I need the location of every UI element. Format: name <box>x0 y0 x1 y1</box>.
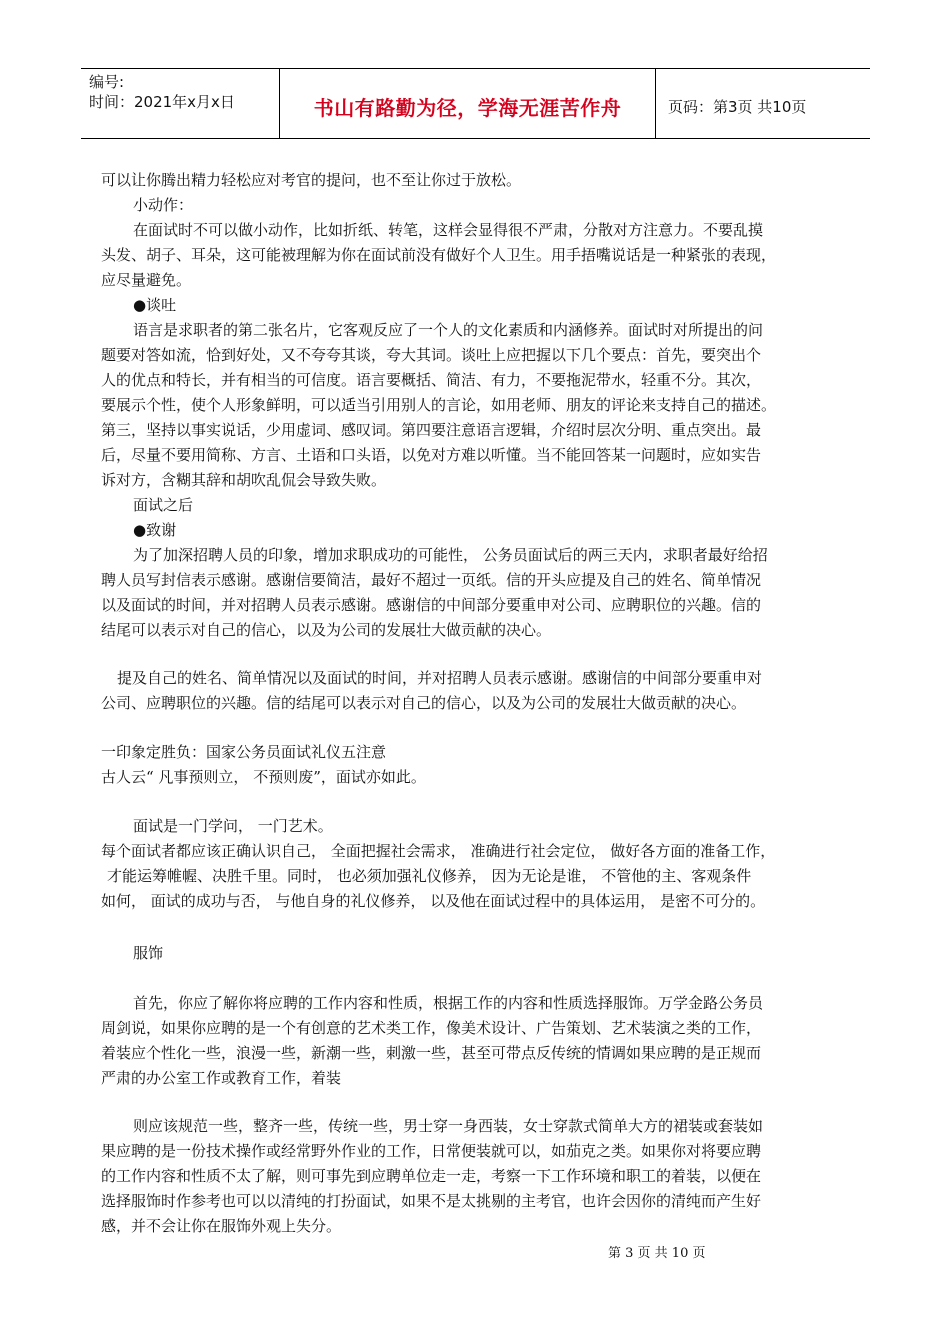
body-line: 在面试时不可以做小动作，比如折纸、转笔，这样会显得很不严肃，分散对方注意力。不要乱摸 <box>133 221 764 239</box>
body-line: 如何， 面试的成功与否， 与他自身的礼仪修养， 以及他在面试过程中的具体运用， 是密不可分的。 <box>101 892 766 910</box>
page-footer: 第 3 页 共 10 页 <box>608 1246 706 1261</box>
body-line: 结尾可以表示对自己的信心，以及为公司的发展壮大做贡献的决心。 <box>101 621 552 639</box>
body-line: 严肃的办公室工作或教育工作，着装 <box>101 1069 342 1087</box>
body-line: 提及自己的姓名、简单情况以及面试的时间，并对招聘人员表示感谢。感谢信的中间部分要重申对 <box>117 669 763 687</box>
body-line: 应尽量避免。 <box>101 271 192 289</box>
body-line: 古人云“ 凡事预则立， 不预则废”，面试亦如此。 <box>101 768 426 786</box>
header-motto-cell <box>280 69 656 138</box>
body-line: 人的优点和特长，并有相当的可信度。语言要概括、简洁、有力，不要拖泥带水，轻重不分。其次， <box>101 371 762 389</box>
body-line: 第三，坚持以事实说话，少用虚词、感叹词。第四要注意语言逻辑，介绍时层次分明、重点突出。最 <box>101 421 762 439</box>
subheading-speech: ●谈吐 <box>133 296 177 314</box>
body-line: 周剑说，如果你应聘的是一个有创意的艺术类工作，像美术设计、广告策划、艺术装演之类的工作， <box>101 1019 762 1037</box>
page-info: 页码：第3页 共10页 <box>668 98 807 116</box>
body-line: 诉对方，含糊其辞和胡吹乱侃会导致失败。 <box>101 471 387 489</box>
body-line: 每个面试者都应该正确认识自己， 全面把握社会需求， 准确进行社会定位， 做好各方面的准备工作， <box>101 842 776 860</box>
page-header <box>81 68 870 139</box>
subheading-after-interview: 面试之后 <box>133 496 194 514</box>
body-line: 首先，你应了解你将应聘的工作内容和性质，根据工作的内容和性质选择服饰。万学金路公务员 <box>133 994 764 1012</box>
section-title: 一印象定胜负：国家公务员面试礼仪五注意 <box>101 743 387 761</box>
body-line: 为了加深招聘人员的印象，增加求职成功的可能性， 公务员面试后的两三天内，求职者最好给招 <box>133 546 768 564</box>
body-line: 后，尽量不要用简称、方言、土语和口头语，以免对方难以听懂。当不能回答某一问题时，应如实告 <box>101 446 762 464</box>
body-line: 则应该规范一些，整齐一些，传统一些，男士穿一身西装，女士穿款式简单大方的裙装或套装如 <box>133 1117 764 1135</box>
body-line: 果应聘的是一份技术操作或经常野外作业的工作，日常便装就可以，如茄克之类。如果你对将要应聘 <box>101 1142 762 1160</box>
body-line: 的工作内容和性质不太了解，则可事先到应聘单位走一走，考察一下工作环境和职工的着装，以便在 <box>101 1167 762 1185</box>
body-line: 着装应个性化一些，浪漫一些，新潮一些，刺激一些，甚至可带点反传统的情调如果应聘的是正规而 <box>101 1044 762 1062</box>
body-line: 选择服饰时作参考也可以以清纯的打扮面试，如果不是太挑剔的主考官，也许会因你的清纯而产生好 <box>101 1192 762 1210</box>
date-line: 时间：2021年x月x日 <box>89 93 235 111</box>
subheading-thanks: ●致谢 <box>133 521 177 539</box>
body-line: 可以让你腾出精力轻松应对考官的提问，也不至让你过于放松。 <box>101 171 522 189</box>
body-line: 头发、胡子、耳朵，这可能被理解为你在面试前没有做好个人卫生。用手捂嘴说话是一种紧张的表现， <box>101 246 777 264</box>
subheading-clothing: 服饰 <box>133 944 164 962</box>
body-line: 才能运筹帷幄、决胜千里。同时， 也必须加强礼仪修养， 因为无论是谁， 不管他的主、客观条件 <box>107 867 752 885</box>
header-page-cell <box>656 69 870 138</box>
body-line: 公司、应聘职位的兴趣。信的结尾可以表示对自己的信心，以及为公司的发展壮大做贡献的决心。 <box>101 694 747 712</box>
motto: 书山有路勤为径，学海无涯苦作舟 <box>313 96 622 120</box>
number-label: 编号: <box>89 73 125 91</box>
body-line: 感，并不会让你在服饰外观上失分。 <box>101 1217 342 1235</box>
body-line: 以及面试的时间，并对招聘人员表示感谢。感谢信的中间部分要重申对公司、应聘职位的兴趣。信的 <box>101 596 762 614</box>
body-line: 要展示个性，使个人形象鲜明，可以适当引用别人的言论，如用老师、朋友的评论来支持自己的描述。 <box>101 396 777 414</box>
subheading-small-actions: 小动作： <box>133 196 194 214</box>
body-line: 题要对答如流，恰到好处，又不夸夸其谈，夸大其词。谈吐上应把握以下几个要点：首先，要突出个 <box>101 346 762 364</box>
header-info-cell <box>81 69 280 138</box>
body-line: 语言是求职者的第二张名片，它客观反应了一个人的文化素质和内涵修养。面试时对所提出的问 <box>133 321 764 339</box>
body-line: 面试是一门学问， 一门艺术。 <box>133 817 333 835</box>
body-line: 聘人员写封信表示感谢。感谢信要简洁，最好不超过一页纸。信的开头应提及自己的姓名、简单情况 <box>101 571 762 589</box>
